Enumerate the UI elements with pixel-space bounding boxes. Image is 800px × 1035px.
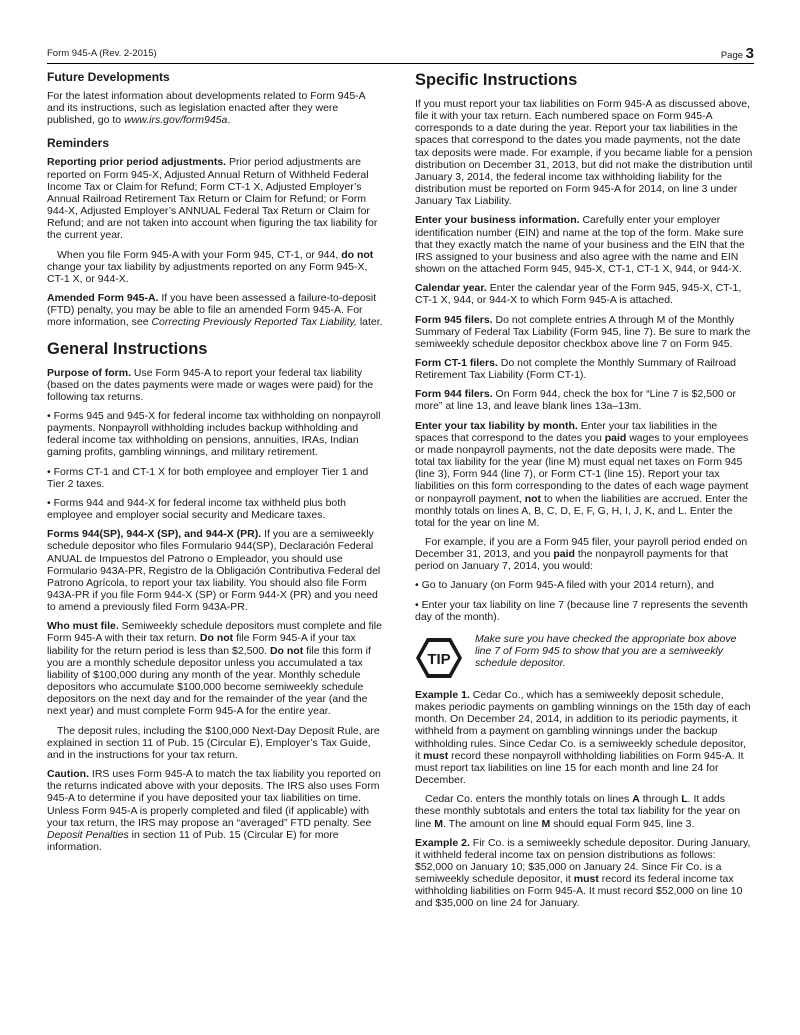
deposit-rules-paragraph: The deposit rules, including the $100,000 Next-Day Deposit Rule, are explained in section 11 of Pub. 15 (Circular E), Employer’s Tax Guide, and in the instructions for your tax return. — [47, 724, 380, 761]
form-945-filers-paragraph: Form 945 filers. Do not complete entries A through M of the Monthly Summary of Federal Tax Liability (Form 945, line 7). Be sure to mark the semiweekly schedule depositor checkbox above line 7 on Form 945. — [415, 313, 751, 350]
right-column — [415, 70, 753, 917]
example-2-paragraph: Example 2. Fir Co. is a semiweekly schedule depositor. During January, it withheld federal income tax on pension distributions as follows: $52,000 on January 10; $35,000 on January 24. Since Fir Co. is a semiweekly schedule depositor, it must record its federal income tax withholding liabilities on Form 945-A. It must record $52,000 on line 10 and $35,000 on line 24 for January. — [415, 836, 751, 910]
cedar-totals-paragraph: Cedar Co. enters the monthly totals on lines A through L. It adds these monthly subtotals and enters the total tax liability for the year on line M. The amount on line M should equal Form 945, line 3. — [415, 793, 741, 830]
reminders-heading: Reminders — [47, 136, 110, 151]
caution-paragraph: Caution. IRS uses Form 945-A to match the tax liability you reported on the returns indicated above with your deposits. The IRS also uses Form 945-A to determine if you have deposited your tax liabilities on time. Unless Form 945-A is properly completed and filed (if applicable) with your tax return, the IRS may propose an “averaged” FTD penalty. See Deposit Penalties in section 11 of Pub. 15 (Circular E) for more information. — [47, 768, 381, 853]
tip-text: Make sure you have checked the appropriate box above line 7 of Form 945 to show that you are a semiweekly schedule depositor. — [475, 632, 737, 670]
list-item: • Forms CT-1 and CT-1 X for both employee and employer Tier 1 and Tier 2 taxes. — [47, 465, 369, 490]
tip-box — [415, 633, 753, 679]
form-944-filers-paragraph: Form 944 filers. On Form 944, check the box for “Line 7 is $2,500 or more” at line 13, and leave blank lines 13a–13m. — [415, 388, 737, 413]
tip-label: TIP — [427, 650, 451, 668]
amended-paragraph: Amended Form 945-A. If you have been assessed a failure-to-deposit (FTD) penalty, you may be able to file an amended Form 945-A. For more information, see Correcting Previously Reported Tax Liability, later. — [47, 292, 383, 329]
prior-period-paragraph: Reporting prior period adjustments. Prior period adjustments are reported on Form 945-X, Adjusted Annual Return of Withheld Federal Income Tax or Claim for Refund; Form CT-1 X, Adjusted Employer’s Annual Railroad Retirement Tax Return or Claim for Refund; or Form 944-X, Adjusted Employer’s ANNUAL Federal Tax Return or Claim for Refund; and are not taken into account when figuring the tax liability for the current year. — [47, 156, 378, 242]
who-must-file-paragraph: Who must file. Semiweekly schedule depositors must complete and file Form 945-A with their tax return. Do not file Form 945-A if your tax liability for the return period is less than $2,500. Do not file this form if you are a monthly schedule depositor unless you accumulated a tax liability of $100,000 during any month of the year. Monthly schedule depositors who accumulate $100,000 become semiweekly schedule depositors on the next day and for the remainder of the year (and the next year) and must complete Form 945-A for the entire year. — [47, 620, 382, 718]
specific-instructions-heading: Specific Instructions — [415, 71, 578, 89]
calendar-year-paragraph: Calendar year. Enter the calendar year of the Form 945, 945-X, CT-1, CT-1 X, 944, or 944-X to which Form 945-A is attached. — [415, 282, 742, 307]
tip-icon — [415, 637, 463, 679]
form-id: Form 945-A (Rev. 2-2015) — [47, 48, 157, 59]
purpose-paragraph: Purpose of form. Use Form 945-A to report your federal tax liability (based on the dates payments were made or wages were paid) for the following tax returns. — [47, 366, 374, 403]
forms-944sp-paragraph: Forms 944(SP), 944-X (SP), and 944-X (PR). If you are a semiweekly schedule depositor who files Formulario 944(SP), Declaración Federal ANUAL de Impuestos del Patrono o Empleador, you should use Formulario 943A-PR, Registro de la Obligación Contributiva Federal del Patrono Agrícola, to report your tax liability. You should also file Form 943A-PR if you file Form 944-X (SP) or Form 944-X (PR) and you need to amend a previously filed Form 943A-PR. — [47, 528, 381, 614]
left-column — [47, 70, 385, 860]
liability-by-month-paragraph: Enter your tax liability by month. Enter your tax liabilities in the spaces that correspond to the dates you paid wages to your employees or made nonpayroll payments, not the date deposits were made. The total tax liability for the year (line M) must equal net taxes on Form 945 (line 3), Form 944 (line 7), or Form CT-1 (line 15). Report your tax liabilities on this form corresponding to the dates of each wage payment or nonpayroll payment, not to when the liabilities are accrued. Enter the monthly totals on lines A, B, C, D, E, F, G, H, I, J, K, and L. Enter the total for the year on line M. — [415, 419, 749, 529]
future-developments-heading: Future Developments — [47, 70, 170, 84]
example-intro-paragraph: For example, if you are a Form 945 filer, your payroll period ended on December 31, 2013, and you paid the nonpayroll payments for that period on January 7, 2014, you would: — [415, 536, 748, 573]
future-developments-text: For the latest information about developments related to Form 945-A and its instructions, such as legislation enacted after they were published, go to www.irs.gov/form945a. — [47, 90, 366, 127]
specific-instructions-text: If you must report your tax liabilities on Form 945-A as discussed above, file it with your tax return. Each numbered space on Form 945-A corresponds to a date during the year. Report your tax liabilities in the spaces that correspond to the dates you made payments, not the date tax deposits were made. For example, if you became liable for a pension distribution on December 31, 2013, but did not make the distribution until January 3, 2014, the federal income tax withholding liability for the distribution must be reported on Form 945-A for 2014, on line 3 under January Tax Liability. — [415, 98, 753, 208]
example-1-paragraph: Example 1. Cedar Co., which has a semiweekly deposit schedule, makes periodic payments on gambling winnings on the 15th day of each month. On December 24, 2014, in addition to its periodic payments, it withheld from a payment on gambling winnings under the backup withholding rules. Since Cedar Co. is a semiweekly schedule depositor, it must record these nonpayroll withholding liabilities on Form 945-A. It must report tax liabilities on line 15 for each month and line 24 for December. — [415, 688, 751, 787]
business-info-paragraph: Enter your business information. Carefully enter your employer identification number (EIN) and name at the top of the form. Make sure that they exactly match the name of your business and the EIN that the IRS assigned to your business and also agree with the name and EIN shown on the attached Form 945, 945-X, CT-1, CT-1 X, 944, or 944-X. — [415, 214, 745, 276]
list-item: • Forms 945 and 945-X for federal income tax withholding on nonpayroll payments. Nonpayroll withholding includes backup withholding and federal income tax withholding on pensions, annuities, IRAs, Indian gaming profits, gambling winnings, and military retirement. — [47, 409, 381, 459]
list-item: • Forms 944 and 944-X for federal income tax withheld plus both employee and employer social security and Medicare taxes. — [47, 496, 347, 522]
list-item: • Go to January (on Form 945-A filed with your 2014 return), and — [415, 579, 714, 592]
when-you-file-paragraph: When you file Form 945-A with your Form 945, CT-1, or 944, do not change your tax liability by adjustments reported on any Form 945-X, CT-1 X, or 944-X. — [47, 248, 374, 285]
page-header — [47, 45, 754, 64]
page-number: Page 3 — [720, 45, 754, 62]
general-instructions-heading: General Instructions — [47, 339, 208, 358]
future-url[interactable]: www.irs.gov/form945a — [124, 114, 228, 127]
form-ct1-filers-paragraph: Form CT-1 filers. Do not complete the Monthly Summary of Railroad Retirement Tax Liability (Form CT-1). — [415, 356, 736, 382]
list-item: • Enter your tax liability on line 7 (because line 7 represents the seventh day of the month). — [415, 598, 748, 623]
